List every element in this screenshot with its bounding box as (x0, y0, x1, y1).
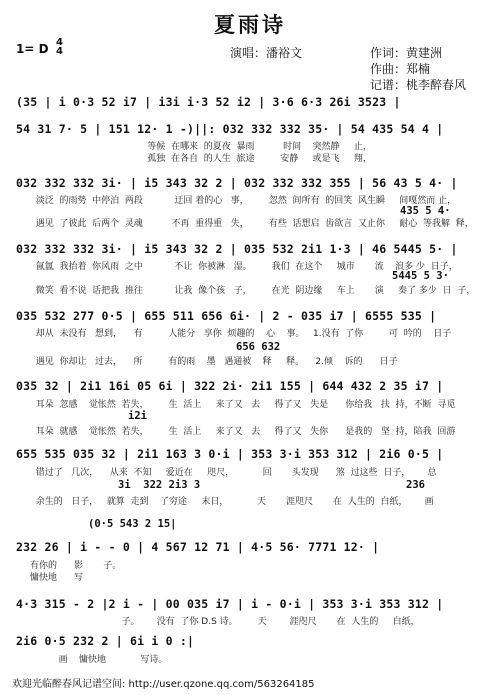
alternate-notes: 435 5 4· (400, 205, 451, 217)
time-signature-bottom: 4 (56, 46, 63, 57)
lyric-line: 遇见 你却让 过去， 所 有的雨 墨 遇通被 释 释。 2.倾 诉的 日子 (30, 357, 398, 367)
alternate-notes: 5445 5 3· (392, 270, 449, 282)
lyric-line: 耳朵 忽感 觉怅然 若失， 生 活上 来了又 去 得了又 失是 你给我 扶 持，不断 寻觅 (30, 400, 456, 410)
song-title: 夏雨诗 (214, 12, 286, 37)
lyric-line: 有你的 影 子。 (30, 561, 122, 571)
score-row: 032 332 332 3i· | i5 343 32 2 | 032 332 332 355 | 56 43 5 4· | (16, 176, 458, 190)
lyric-line: 画 慵快地 写诗。 (30, 655, 168, 665)
lyric-line: 余生的 日子， 就算 走到 了穷途 末日， 天 涯咫尺 在 人生的 白纸， 画 (30, 497, 434, 507)
alternate-notes: 656 632 (236, 341, 281, 353)
alternate-notes: 236 (406, 479, 425, 491)
alternate-notes: 3i 322 2i3 3 (118, 479, 201, 491)
lyric-line: 耳朵 就感 觉怅然 若失， 生 活上 来了又 去 得了又 失你 是我的 坚 持，陪我 回游 (30, 427, 456, 437)
lyric-line: 慵快地 写 (30, 573, 84, 583)
lyric-line: 遇见 了彼此 后两个 灵魂 不再 重得重 失， 有些 话想启 齿欲言 又止你 耐心 等我解 释， (30, 219, 474, 229)
score-row: (35 | i 0·3 52 i7 | i3i i·3 52 i2 | 3·6 6·3 26i 3523 | (16, 95, 401, 109)
score-row: 035 532 277 0·5 | 655 511 656 6i· | 2 - 035 i7 | 6555 535 | (16, 309, 437, 323)
time-signature-top: 4 (56, 37, 63, 48)
transcriber-credit: 记谱：桃李醉春风 (370, 78, 467, 92)
lyric-line: 氤氲 我抬着 你风雨 之中 不让 你被淋 湿。 我们 在这个 城市 流 浪多 少 日子， (30, 262, 458, 272)
time-signature (56, 38, 63, 56)
footer-credit: 欢迎光临醉春风记谱空间: http://user.qzone.qq.com/563264185 (12, 679, 315, 690)
lyric-line: 错过了 几次， 从来 不知 爱近在 咫尺， 回 头发现 煞 过这些 日子， 总 (30, 468, 437, 478)
alternate-notes: i2i (128, 410, 147, 422)
lyric-line: 孤独 在各自 的人生 旅途 安静 或是飞 翔， (30, 154, 372, 164)
score-row: 232 26 | i - - 0 | 4 567 12 71 | 4·5 56· 7771 12· | (16, 540, 380, 554)
lyricist-credit: 作词：黄建洲 (370, 46, 443, 60)
lyric-line: 等候 在哪来 的夏夜 暴雨 时间 突然静 止， (30, 142, 372, 152)
score-row: 032 332 332 3i· | i5 343 32 2 | 035 532 2i1 1·3 | 46 5445 5· | (16, 242, 458, 256)
composer-credit: 作曲：郑楠 (370, 62, 431, 76)
score-row: 035 32 | 2i1 16i 05 6i | 322 2i· 2i1 155 | 644 432 2 35 i7 | (16, 379, 444, 393)
score-row: 54 31 7· 5 | 151 12· 1 -)||: 032 332 332 35· | 54 435 54 4 | (16, 122, 444, 136)
lyric-line: 微笑 看不说 话把我 推往 让我 像个孩 子， 在光 阴边缘 车上 演 奏了 多少 日 子， (30, 286, 476, 296)
key-signature: 1= D (16, 42, 49, 56)
lyric-line: 子。 没有 了你 D.S 诗。 天 涯咫尺 在 人生的 白纸， (30, 617, 420, 627)
score-row: 4·3 315 - 2 |2 i - | 00 035 i7 | i - 0·i | 353 3·i 353 312 | (16, 597, 444, 611)
score-row: 2i6 0·5 232 2 | 6i i 0 :| (16, 634, 195, 648)
lyric-line: 却从 未没有 想到， 有 人能分 享你 烦趣的 心 事。 1.没有 了你 可 吟的 日子 (30, 329, 452, 339)
lyric-line: 淡泛 的雨势 中停泊 两段 迂回 着的心 事， 忽然 间所有 的回笑 风生瞬 间嘎然而 止， (30, 196, 457, 206)
singer-credit: 演唱：潘裕文 (230, 46, 303, 60)
score-row: 655 535 035 32 | 2i1 163 3 0·i | 353 3·i 353 312 | 2i6 0·5 | (16, 447, 444, 461)
alternate-notes: (0·5 543 2 15| (88, 518, 177, 530)
